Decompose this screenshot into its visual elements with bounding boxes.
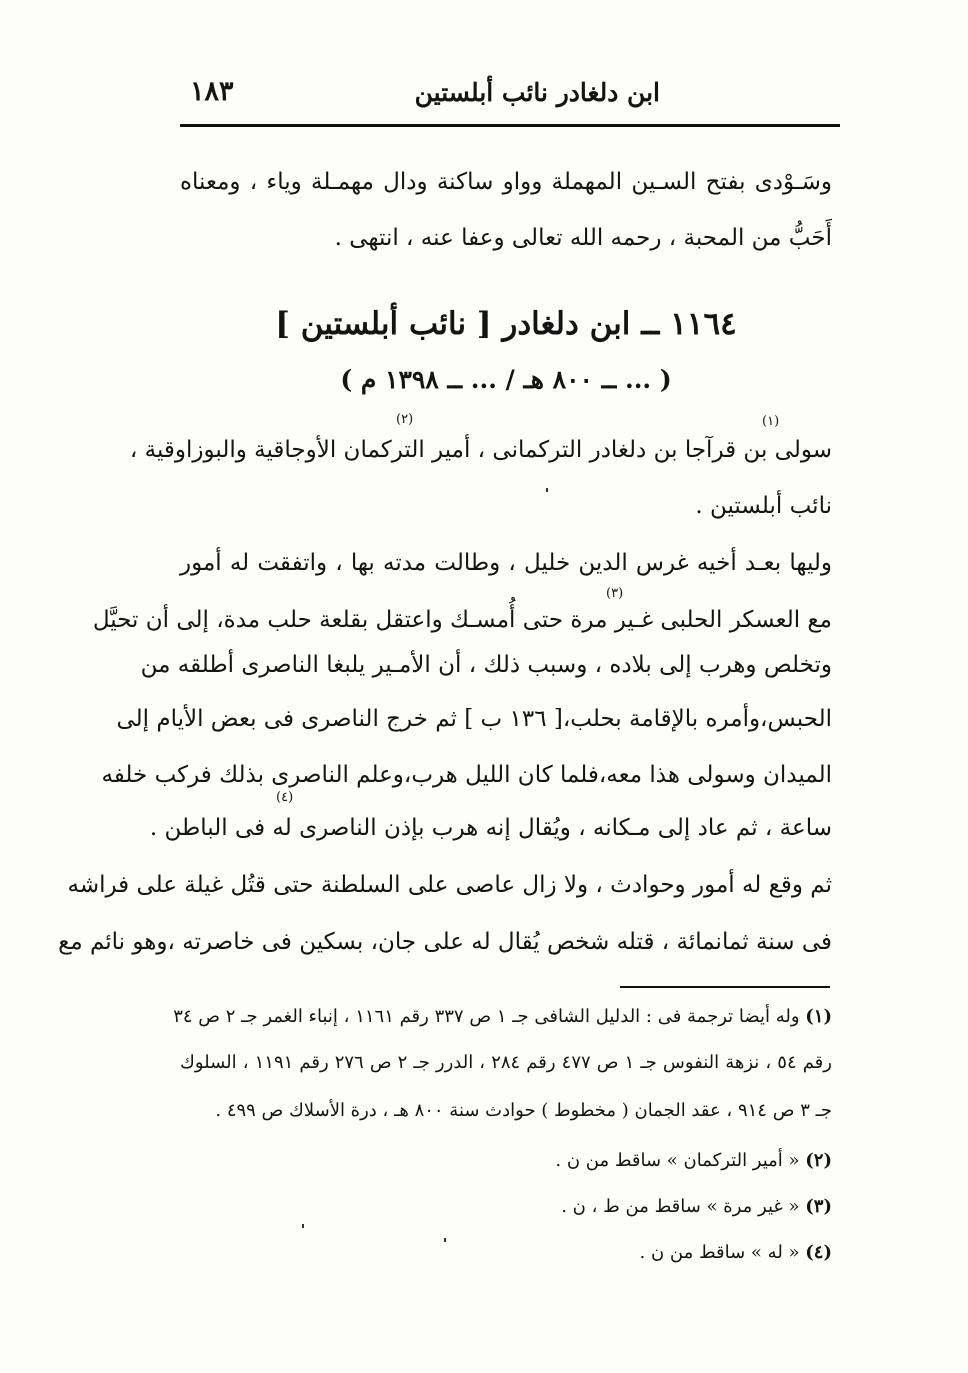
footnote-text: وله أيضا ترجمة فى : الدليل الشافى جـ ١ ص ٣٣٧ رقم ١١٦١ ، إنباء الغمر جـ ٢ ص ٣٤: [173, 1006, 800, 1027]
scan-speck: [546, 488, 548, 492]
footnote-text: جـ ٣ ص ٩١٤ ، عقد الجمان ( مخطوط ) حوادث سنة ٨٠٠ هـ ، درة الأسلاك ص ٤٩٩ .: [215, 1100, 832, 1121]
header-rule: [180, 124, 840, 127]
footnote-2: [520, 1148, 832, 1174]
entry-line-10: فى سنة ثمانمائة ، قتله شخص يُقال له على جان، بسكين فى خاصرته ،وهو نائم مع: [58, 929, 832, 955]
intro-line-1: وسَـوْدى بفتح السـين المهملة وواو ساكنة ودال مهمـلة وياء ، ومعناه: [180, 169, 832, 195]
footnote-marker-3: (٣): [606, 586, 624, 601]
running-title: ابن دلغادر نائب أبلستين: [414, 78, 660, 107]
footnote-text: « أمير التركمان » ساقط من ن .: [555, 1150, 800, 1171]
footnote-text: « غير مرة » ساقط من ط ، ن .: [561, 1196, 800, 1217]
entry-line-3: وليها بعـد أخيه غرس الدين خليل ، وطالت مدته بها ، واتفقت له أمور: [180, 550, 832, 576]
running-header: [180, 70, 840, 122]
scan-speck: [444, 1238, 446, 1242]
scan-speck: [302, 1224, 304, 1228]
footnote-1-line-1: [173, 1004, 832, 1030]
page-number: ١٨٣: [190, 76, 234, 107]
footnote-4: [520, 1240, 832, 1266]
footnote-marker-2: (٢): [396, 412, 414, 427]
entry-dates: ( ... ــ ٨٠٠ هـ / ... ــ ١٣٩٨ م ): [340, 365, 672, 394]
intro-line-2: أَحَبُّ من المحبة ، رحمه الله تعالى وعفا عنه ، انتهى .: [334, 225, 832, 251]
entry-line-4: مع العسكر الحلبى غـير مرة حتى أُمسـك واعتقل بقلعة حلب مدة، إلى أن تحيَّل: [92, 607, 832, 633]
footnote-number: (٤): [805, 1242, 832, 1263]
footnote-rule: [620, 986, 830, 988]
entry-line-1: سولى بن قرآجا بن دلغادر التركمانى ، أمير التركمان الأوجاقية والبوزاوقية ،: [129, 437, 832, 463]
entry-line-6: الحبس،وأمره بالإقامة بحلب،[ ١٣٦ ب ] ثم خرج الناصرى فى بعض الأيام إلى: [116, 706, 832, 732]
entry-line-9: ثم وقع له أمور وحوادث ، ولا زال عاصى على السلطنة حتى قتُل غيلة على فراشه: [67, 872, 832, 898]
entry-line-7: الميدان وسولى هذا معه،فلما كان الليل هرب،وعلم الناصرى بذلك فركب خلفه: [101, 762, 832, 788]
footnote-3: [520, 1194, 832, 1220]
footnote-1-line-2: [180, 1050, 832, 1076]
entry-line-8: ساعة ، ثم عاد إلى مـكانه ، ويُقال إنه هرب بإذن الناصرى له فى الباطن .: [149, 815, 832, 841]
footnote-text: « له » ساقط من ن .: [639, 1242, 800, 1263]
footnote-marker-4: (٤): [276, 790, 294, 805]
entry-line-5: وتخلص وهرب إلى بلاده ، وسبب ذلك ، أن الأمـير يلبغا الناصرى أطلقه من: [140, 652, 832, 678]
entry-line-2: نائب أبلستين .: [695, 493, 832, 519]
footnote-number: (٣): [805, 1196, 832, 1217]
footnote-number: (٢): [805, 1150, 832, 1171]
footnote-1-line-3: [180, 1098, 832, 1124]
footnote-number: (١): [805, 1006, 832, 1027]
footnote-text: رقم ٥٤ ، نزهة النفوس جـ ١ ص ٤٧٧ رقم ٢٨٤ ، الدرر جـ ٢ ص ٢٧٦ رقم ١١٩١ ، السلوك: [180, 1052, 832, 1073]
entry-title: ١١٦٤ ــ ابن دلغادر [ نائب أبلستين ]: [275, 306, 737, 342]
footnote-marker-1: (١): [762, 414, 780, 429]
